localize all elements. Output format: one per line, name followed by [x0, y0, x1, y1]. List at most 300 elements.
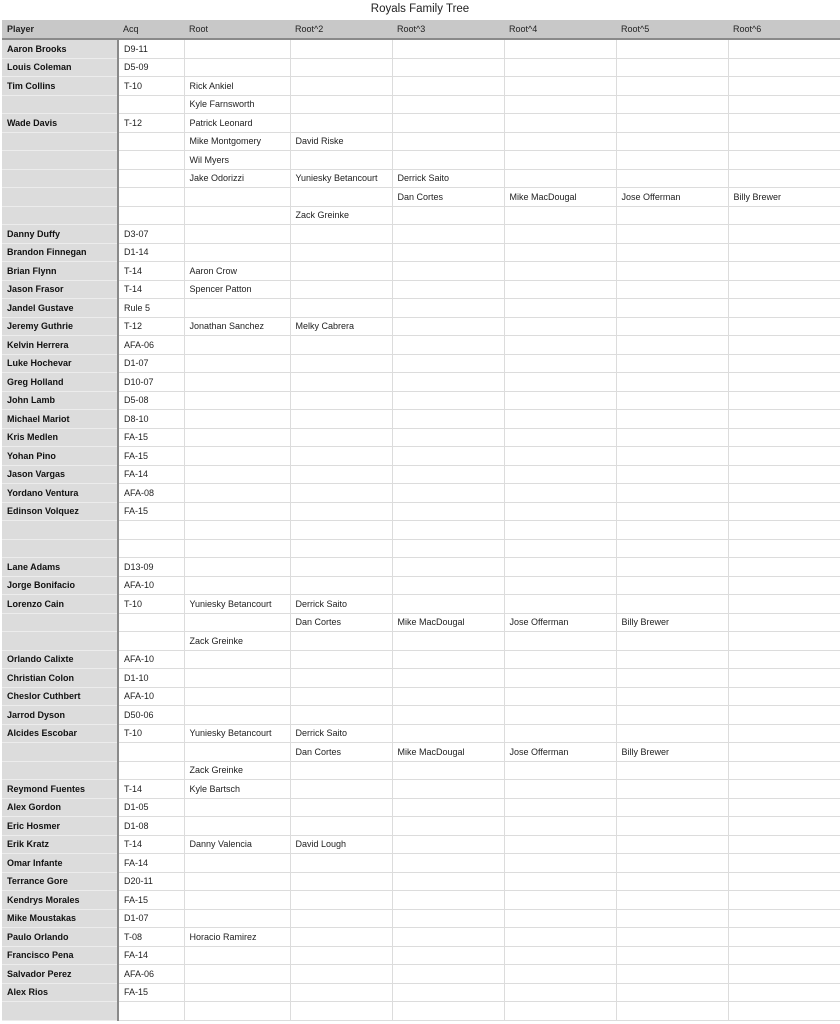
- root-cell[interactable]: [616, 225, 728, 244]
- player-cell[interactable]: Louis Coleman: [2, 58, 118, 77]
- root-cell[interactable]: [616, 780, 728, 799]
- player-cell[interactable]: Jandel Gustave: [2, 299, 118, 318]
- root-cell[interactable]: [504, 761, 616, 780]
- acq-cell[interactable]: D5-09: [118, 58, 184, 77]
- root-cell[interactable]: [616, 77, 728, 96]
- player-cell[interactable]: [2, 95, 118, 114]
- player-cell[interactable]: Eric Hosmer: [2, 817, 118, 836]
- root-cell[interactable]: [392, 354, 504, 373]
- player-cell[interactable]: Jarrod Dyson: [2, 706, 118, 725]
- root-cell[interactable]: [392, 225, 504, 244]
- root-cell[interactable]: [616, 632, 728, 651]
- player-cell[interactable]: Luke Hochevar: [2, 354, 118, 373]
- root-cell[interactable]: Aaron Crow: [184, 262, 290, 281]
- player-cell[interactable]: Alex Rios: [2, 983, 118, 1002]
- root-cell[interactable]: [616, 465, 728, 484]
- root-cell[interactable]: [616, 243, 728, 262]
- root-cell[interactable]: [616, 280, 728, 299]
- acq-cell[interactable]: D1-07: [118, 354, 184, 373]
- root-cell[interactable]: [184, 243, 290, 262]
- root-cell[interactable]: [392, 391, 504, 410]
- player-cell[interactable]: [2, 743, 118, 762]
- acq-cell[interactable]: [118, 632, 184, 651]
- acq-cell[interactable]: FA-14: [118, 465, 184, 484]
- root-cell[interactable]: Yuniesky Betancourt: [290, 169, 392, 188]
- root-cell[interactable]: [290, 151, 392, 170]
- root-cell[interactable]: [728, 687, 840, 706]
- root-cell[interactable]: [290, 77, 392, 96]
- root-cell[interactable]: [728, 632, 840, 651]
- acq-cell[interactable]: FA-14: [118, 854, 184, 873]
- root-cell[interactable]: Jose Offerman: [504, 613, 616, 632]
- root-cell[interactable]: [504, 169, 616, 188]
- acq-cell[interactable]: [118, 169, 184, 188]
- root-cell[interactable]: [728, 595, 840, 614]
- root-cell[interactable]: [504, 484, 616, 503]
- root-cell[interactable]: Derrick Saito: [392, 169, 504, 188]
- root-cell[interactable]: [392, 669, 504, 688]
- player-cell[interactable]: Greg Holland: [2, 373, 118, 392]
- root-cell[interactable]: [184, 465, 290, 484]
- root-cell[interactable]: [504, 946, 616, 965]
- root-cell[interactable]: [392, 95, 504, 114]
- player-cell[interactable]: [2, 151, 118, 170]
- root-cell[interactable]: [184, 521, 290, 540]
- root-cell[interactable]: [392, 595, 504, 614]
- player-cell[interactable]: Edinson Volquez: [2, 502, 118, 521]
- root-cell[interactable]: [290, 558, 392, 577]
- root-cell[interactable]: [728, 391, 840, 410]
- root-cell[interactable]: [616, 558, 728, 577]
- root-cell[interactable]: Mike MacDougal: [392, 743, 504, 762]
- acq-cell[interactable]: [118, 1002, 184, 1021]
- root-cell[interactable]: [392, 317, 504, 336]
- root-cell[interactable]: [184, 650, 290, 669]
- acq-cell[interactable]: [118, 132, 184, 151]
- root-cell[interactable]: [728, 539, 840, 558]
- root-cell[interactable]: [504, 132, 616, 151]
- root-cell[interactable]: [290, 280, 392, 299]
- root-cell[interactable]: [504, 965, 616, 984]
- root-cell[interactable]: [728, 576, 840, 595]
- root-cell[interactable]: [504, 872, 616, 891]
- root-cell[interactable]: [392, 206, 504, 225]
- player-cell[interactable]: Brandon Finnegan: [2, 243, 118, 262]
- root-cell[interactable]: [728, 946, 840, 965]
- acq-cell[interactable]: [118, 521, 184, 540]
- root-cell[interactable]: [290, 669, 392, 688]
- root-cell[interactable]: [392, 576, 504, 595]
- root-cell[interactable]: [504, 336, 616, 355]
- player-cell[interactable]: Aaron Brooks: [2, 39, 118, 58]
- root-cell[interactable]: [616, 928, 728, 947]
- root-cell[interactable]: [392, 761, 504, 780]
- column-header-player[interactable]: Player: [2, 20, 118, 39]
- root-cell[interactable]: [290, 484, 392, 503]
- root-cell[interactable]: [504, 539, 616, 558]
- root-cell[interactable]: [392, 891, 504, 910]
- root-cell[interactable]: [184, 1002, 290, 1021]
- root-cell[interactable]: [290, 114, 392, 133]
- root-cell[interactable]: [184, 225, 290, 244]
- root-cell[interactable]: [290, 502, 392, 521]
- root-cell[interactable]: [616, 391, 728, 410]
- acq-cell[interactable]: T-14: [118, 280, 184, 299]
- root-cell[interactable]: [616, 206, 728, 225]
- root-cell[interactable]: [392, 650, 504, 669]
- root-cell[interactable]: [392, 484, 504, 503]
- acq-cell[interactable]: D13-09: [118, 558, 184, 577]
- root-cell[interactable]: [504, 447, 616, 466]
- root-cell[interactable]: [290, 428, 392, 447]
- root-cell[interactable]: [392, 909, 504, 928]
- root-cell[interactable]: [504, 780, 616, 799]
- root-cell[interactable]: [184, 946, 290, 965]
- player-cell[interactable]: Reymond Fuentes: [2, 780, 118, 799]
- column-header-root-6[interactable]: Root^6: [728, 20, 840, 39]
- player-cell[interactable]: [2, 613, 118, 632]
- root-cell[interactable]: [290, 928, 392, 947]
- root-cell[interactable]: [184, 188, 290, 207]
- root-cell[interactable]: [290, 539, 392, 558]
- acq-cell[interactable]: AFA-06: [118, 965, 184, 984]
- acq-cell[interactable]: [118, 95, 184, 114]
- root-cell[interactable]: [504, 576, 616, 595]
- root-cell[interactable]: [184, 558, 290, 577]
- root-cell[interactable]: [392, 539, 504, 558]
- player-cell[interactable]: Brian Flynn: [2, 262, 118, 281]
- player-cell[interactable]: Orlando Calixte: [2, 650, 118, 669]
- root-cell[interactable]: [290, 891, 392, 910]
- player-cell[interactable]: Erik Kratz: [2, 835, 118, 854]
- player-cell[interactable]: Lane Adams: [2, 558, 118, 577]
- root-cell[interactable]: [616, 484, 728, 503]
- root-cell[interactable]: [290, 798, 392, 817]
- root-cell[interactable]: [184, 539, 290, 558]
- root-cell[interactable]: Jose Offerman: [504, 743, 616, 762]
- root-cell[interactable]: [392, 373, 504, 392]
- acq-cell[interactable]: D1-10: [118, 669, 184, 688]
- root-cell[interactable]: [290, 817, 392, 836]
- root-cell[interactable]: Dan Cortes: [392, 188, 504, 207]
- column-header-root[interactable]: Root: [184, 20, 290, 39]
- root-cell[interactable]: [290, 854, 392, 873]
- root-cell[interactable]: [728, 77, 840, 96]
- root-cell[interactable]: [290, 576, 392, 595]
- acq-cell[interactable]: T-14: [118, 262, 184, 281]
- root-cell[interactable]: [392, 983, 504, 1002]
- root-cell[interactable]: [184, 743, 290, 762]
- root-cell[interactable]: Danny Valencia: [184, 835, 290, 854]
- player-cell[interactable]: [2, 132, 118, 151]
- root-cell[interactable]: [728, 743, 840, 762]
- root-cell[interactable]: [616, 447, 728, 466]
- acq-cell[interactable]: T-10: [118, 77, 184, 96]
- root-cell[interactable]: [504, 909, 616, 928]
- root-cell[interactable]: [504, 891, 616, 910]
- root-cell[interactable]: [616, 946, 728, 965]
- root-cell[interactable]: [728, 410, 840, 429]
- acq-cell[interactable]: D3-07: [118, 225, 184, 244]
- root-cell[interactable]: David Riske: [290, 132, 392, 151]
- root-cell[interactable]: [504, 58, 616, 77]
- root-cell[interactable]: [290, 521, 392, 540]
- root-cell[interactable]: [616, 983, 728, 1002]
- player-cell[interactable]: Mike Moustakas: [2, 909, 118, 928]
- root-cell[interactable]: [504, 724, 616, 743]
- root-cell[interactable]: Kyle Farnsworth: [184, 95, 290, 114]
- root-cell[interactable]: [290, 373, 392, 392]
- root-cell[interactable]: [392, 410, 504, 429]
- player-cell[interactable]: Paulo Orlando: [2, 928, 118, 947]
- root-cell[interactable]: [184, 299, 290, 318]
- player-cell[interactable]: Lorenzo Cain: [2, 595, 118, 614]
- root-cell[interactable]: [728, 484, 840, 503]
- root-cell[interactable]: Rick Ankiel: [184, 77, 290, 96]
- root-cell[interactable]: Jonathan Sanchez: [184, 317, 290, 336]
- root-cell[interactable]: [290, 410, 392, 429]
- root-cell[interactable]: [728, 225, 840, 244]
- root-cell[interactable]: Jake Odorizzi: [184, 169, 290, 188]
- root-cell[interactable]: Billy Brewer: [616, 743, 728, 762]
- player-cell[interactable]: Kris Medlen: [2, 428, 118, 447]
- acq-cell[interactable]: D9-11: [118, 39, 184, 58]
- root-cell[interactable]: [616, 724, 728, 743]
- root-cell[interactable]: [728, 428, 840, 447]
- root-cell[interactable]: [728, 502, 840, 521]
- player-cell[interactable]: Cheslor Cuthbert: [2, 687, 118, 706]
- root-cell[interactable]: [616, 39, 728, 58]
- root-cell[interactable]: [728, 95, 840, 114]
- root-cell[interactable]: [728, 317, 840, 336]
- acq-cell[interactable]: AFA-10: [118, 687, 184, 706]
- root-cell[interactable]: [504, 521, 616, 540]
- acq-cell[interactable]: T-08: [118, 928, 184, 947]
- root-cell[interactable]: [392, 835, 504, 854]
- root-cell[interactable]: [392, 114, 504, 133]
- root-cell[interactable]: [290, 780, 392, 799]
- root-cell[interactable]: [392, 632, 504, 651]
- root-cell[interactable]: [290, 650, 392, 669]
- acq-cell[interactable]: T-10: [118, 595, 184, 614]
- root-cell[interactable]: [616, 1002, 728, 1021]
- root-cell[interactable]: [184, 391, 290, 410]
- root-cell[interactable]: [728, 965, 840, 984]
- root-cell[interactable]: [616, 317, 728, 336]
- acq-cell[interactable]: [118, 613, 184, 632]
- acq-cell[interactable]: T-14: [118, 835, 184, 854]
- acq-cell[interactable]: Rule 5: [118, 299, 184, 318]
- root-cell[interactable]: [616, 169, 728, 188]
- root-cell[interactable]: [290, 336, 392, 355]
- acq-cell[interactable]: FA-15: [118, 891, 184, 910]
- root-cell[interactable]: [504, 77, 616, 96]
- root-cell[interactable]: [184, 891, 290, 910]
- root-cell[interactable]: [392, 58, 504, 77]
- root-cell[interactable]: [290, 354, 392, 373]
- root-cell[interactable]: [504, 817, 616, 836]
- root-cell[interactable]: Zack Greinke: [290, 206, 392, 225]
- column-header-root-3[interactable]: Root^3: [392, 20, 504, 39]
- root-cell[interactable]: [728, 243, 840, 262]
- root-cell[interactable]: [728, 613, 840, 632]
- root-cell[interactable]: Yuniesky Betancourt: [184, 595, 290, 614]
- root-cell[interactable]: [392, 872, 504, 891]
- root-cell[interactable]: [184, 354, 290, 373]
- root-cell[interactable]: [184, 669, 290, 688]
- root-cell[interactable]: [616, 95, 728, 114]
- root-cell[interactable]: Billy Brewer: [728, 188, 840, 207]
- root-cell[interactable]: [616, 687, 728, 706]
- root-cell[interactable]: [504, 502, 616, 521]
- acq-cell[interactable]: D1-08: [118, 817, 184, 836]
- player-cell[interactable]: Danny Duffy: [2, 225, 118, 244]
- root-cell[interactable]: [616, 58, 728, 77]
- column-header-root-4[interactable]: Root^4: [504, 20, 616, 39]
- root-cell[interactable]: [184, 484, 290, 503]
- root-cell[interactable]: [184, 373, 290, 392]
- acq-cell[interactable]: FA-14: [118, 946, 184, 965]
- player-cell[interactable]: Jason Frasor: [2, 280, 118, 299]
- root-cell[interactable]: [392, 798, 504, 817]
- player-cell[interactable]: Wade Davis: [2, 114, 118, 133]
- root-cell[interactable]: [728, 151, 840, 170]
- player-cell[interactable]: [2, 169, 118, 188]
- root-cell[interactable]: [184, 336, 290, 355]
- root-cell[interactable]: [392, 243, 504, 262]
- root-cell[interactable]: Mike MacDougal: [504, 188, 616, 207]
- root-cell[interactable]: [616, 336, 728, 355]
- root-cell[interactable]: [728, 909, 840, 928]
- root-cell[interactable]: [616, 428, 728, 447]
- root-cell[interactable]: [392, 965, 504, 984]
- root-cell[interactable]: [290, 58, 392, 77]
- root-cell[interactable]: [616, 761, 728, 780]
- root-cell[interactable]: [290, 299, 392, 318]
- root-cell[interactable]: [728, 280, 840, 299]
- acq-cell[interactable]: T-10: [118, 724, 184, 743]
- root-cell[interactable]: [290, 983, 392, 1002]
- root-cell[interactable]: [392, 465, 504, 484]
- root-cell[interactable]: [504, 465, 616, 484]
- root-cell[interactable]: [616, 595, 728, 614]
- root-cell[interactable]: [504, 595, 616, 614]
- acq-cell[interactable]: D10-07: [118, 373, 184, 392]
- root-cell[interactable]: [728, 1002, 840, 1021]
- player-cell[interactable]: [2, 521, 118, 540]
- root-cell[interactable]: [616, 650, 728, 669]
- root-cell[interactable]: [392, 946, 504, 965]
- root-cell[interactable]: [616, 576, 728, 595]
- acq-cell[interactable]: D1-05: [118, 798, 184, 817]
- root-cell[interactable]: [728, 724, 840, 743]
- root-cell[interactable]: [504, 354, 616, 373]
- root-cell[interactable]: [616, 669, 728, 688]
- root-cell[interactable]: [290, 391, 392, 410]
- player-cell[interactable]: Francisco Pena: [2, 946, 118, 965]
- root-cell[interactable]: [392, 447, 504, 466]
- acq-cell[interactable]: [118, 188, 184, 207]
- root-cell[interactable]: [504, 835, 616, 854]
- root-cell[interactable]: [616, 539, 728, 558]
- root-cell[interactable]: [392, 558, 504, 577]
- player-cell[interactable]: [2, 206, 118, 225]
- acq-cell[interactable]: T-12: [118, 317, 184, 336]
- root-cell[interactable]: [728, 373, 840, 392]
- root-cell[interactable]: [392, 780, 504, 799]
- root-cell[interactable]: [728, 465, 840, 484]
- root-cell[interactable]: [728, 835, 840, 854]
- acq-cell[interactable]: D1-07: [118, 909, 184, 928]
- column-header-root-5[interactable]: Root^5: [616, 20, 728, 39]
- acq-cell[interactable]: D8-10: [118, 410, 184, 429]
- root-cell[interactable]: [392, 280, 504, 299]
- root-cell[interactable]: [728, 114, 840, 133]
- root-cell[interactable]: [616, 114, 728, 133]
- acq-cell[interactable]: FA-15: [118, 983, 184, 1002]
- acq-cell[interactable]: [118, 743, 184, 762]
- root-cell[interactable]: [616, 151, 728, 170]
- acq-cell[interactable]: D1-14: [118, 243, 184, 262]
- acq-cell[interactable]: AFA-08: [118, 484, 184, 503]
- root-cell[interactable]: [504, 928, 616, 947]
- player-cell[interactable]: Jason Vargas: [2, 465, 118, 484]
- root-cell[interactable]: [728, 558, 840, 577]
- root-cell[interactable]: [728, 132, 840, 151]
- root-cell[interactable]: Zack Greinke: [184, 632, 290, 651]
- root-cell[interactable]: [392, 687, 504, 706]
- root-cell[interactable]: [616, 706, 728, 725]
- root-cell[interactable]: [728, 336, 840, 355]
- acq-cell[interactable]: AFA-10: [118, 576, 184, 595]
- acq-cell[interactable]: D5-08: [118, 391, 184, 410]
- root-cell[interactable]: [616, 891, 728, 910]
- acq-cell[interactable]: D20-11: [118, 872, 184, 891]
- player-cell[interactable]: Alcides Escobar: [2, 724, 118, 743]
- player-cell[interactable]: Omar Infante: [2, 854, 118, 873]
- root-cell[interactable]: [504, 632, 616, 651]
- root-cell[interactable]: [184, 206, 290, 225]
- root-cell[interactable]: [392, 262, 504, 281]
- acq-cell[interactable]: T-12: [118, 114, 184, 133]
- root-cell[interactable]: [728, 706, 840, 725]
- root-cell[interactable]: [290, 687, 392, 706]
- root-cell[interactable]: [184, 854, 290, 873]
- root-cell[interactable]: [184, 687, 290, 706]
- root-cell[interactable]: [728, 354, 840, 373]
- root-cell[interactable]: Zack Greinke: [184, 761, 290, 780]
- root-cell[interactable]: [392, 428, 504, 447]
- root-cell[interactable]: [504, 373, 616, 392]
- root-cell[interactable]: [616, 502, 728, 521]
- column-header-acq[interactable]: Acq: [118, 20, 184, 39]
- root-cell[interactable]: [504, 206, 616, 225]
- player-cell[interactable]: Terrance Gore: [2, 872, 118, 891]
- acq-cell[interactable]: FA-15: [118, 447, 184, 466]
- root-cell[interactable]: Dan Cortes: [290, 743, 392, 762]
- root-cell[interactable]: [728, 169, 840, 188]
- root-cell[interactable]: [184, 817, 290, 836]
- root-cell[interactable]: [392, 39, 504, 58]
- column-header-root-2[interactable]: Root^2: [290, 20, 392, 39]
- player-cell[interactable]: Jeremy Guthrie: [2, 317, 118, 336]
- acq-cell[interactable]: FA-15: [118, 502, 184, 521]
- root-cell[interactable]: Patrick Leonard: [184, 114, 290, 133]
- root-cell[interactable]: Billy Brewer: [616, 613, 728, 632]
- root-cell[interactable]: [392, 854, 504, 873]
- root-cell[interactable]: Jose Offerman: [616, 188, 728, 207]
- root-cell[interactable]: [392, 336, 504, 355]
